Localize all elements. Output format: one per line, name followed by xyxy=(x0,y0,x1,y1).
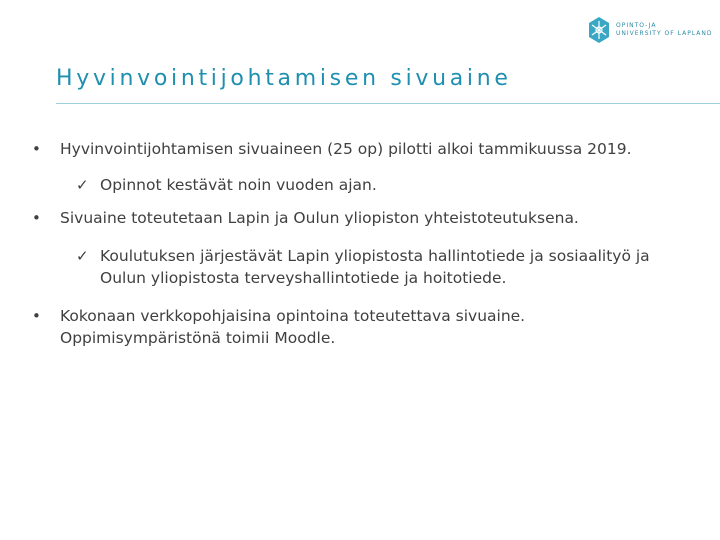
bullet-item xyxy=(30,305,680,349)
logo-line-2: UNIVERSITY OF LAPLAND xyxy=(616,30,713,37)
bullet-item xyxy=(30,207,680,229)
bullet-icon: • xyxy=(32,209,41,227)
check-text: Koulutuksen järjestävät Lapin yliopistosta hallintotiede ja sosiaalityö ja Oulun yliopistosta terveyshallintotiede ja hoitotiede. xyxy=(100,247,650,287)
check-icon: ✓ xyxy=(76,247,89,265)
bullet-text: Kokonaan verkkopohjaisina opintoina toteutettava sivuaine. Oppimisympäristönä toimii Moodle. xyxy=(60,307,526,347)
check-text: Opinnot kestävät noin vuoden ajan. xyxy=(100,176,377,194)
bullet-item xyxy=(30,138,680,160)
check-item xyxy=(76,245,686,289)
bullet-icon: • xyxy=(32,140,41,158)
logo-line-1: OPINTO-JA xyxy=(616,22,657,29)
bullet-text: Hyvinvointijohtamisen sivuaineen (25 op) pilotti alkoi tammikuussa 2019. xyxy=(60,140,632,158)
bullet-icon: • xyxy=(32,307,41,325)
check-icon: ✓ xyxy=(76,176,89,194)
bullet-text: Sivuaine toteutetaan Lapin ja Oulun yliopiston yhteistoteutuksena. xyxy=(60,209,579,227)
check-item xyxy=(76,174,686,196)
page-title: Hyvinvointijohtamisen sivuaine xyxy=(56,66,512,91)
